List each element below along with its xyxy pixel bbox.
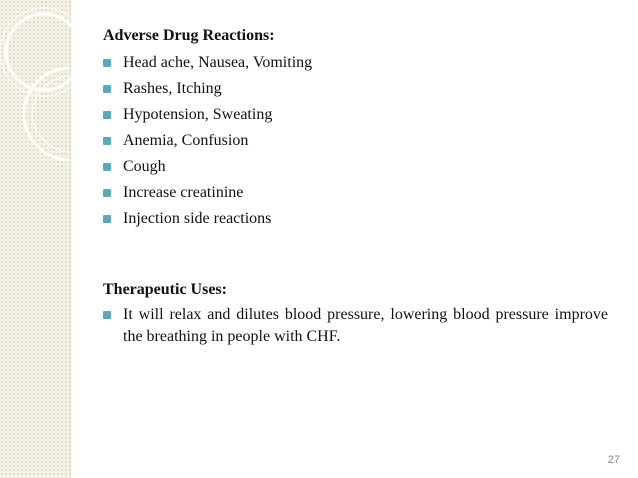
bullet-icon [103,215,111,223]
list-item [103,206,608,232]
slide-page-number: 27 [607,454,620,466]
bullet-icon [103,137,111,145]
list-item [103,128,608,154]
therapeutic-uses-heading: Therapeutic Uses: [103,281,227,298]
list-item-text: Head ache, Nausea, Vomiting [123,54,313,71]
list-item-text: Increase creatinine [123,184,244,201]
list-item-text: It will relax and dilutes blood pressure, lowering blood pressure improve the breathing in people with CHF. [123,306,608,345]
list-item-text: Rashes, Itching [123,80,222,97]
list-item [103,180,608,206]
slide-content [103,26,608,348]
list-item [103,154,608,180]
bullet-icon [103,85,111,93]
list-item [103,76,608,102]
list-item-text: Cough [123,158,166,175]
bullet-icon [103,163,111,171]
bullet-icon [103,311,111,319]
list-item [103,50,608,76]
list-item [103,304,608,348]
therapeutic-uses-list [103,304,608,348]
adverse-reactions-heading: Adverse Drug Reactions: [103,27,275,44]
adverse-reactions-list [103,50,608,232]
list-item [103,102,608,128]
list-item-text: Hypotension, Sweating [123,106,273,123]
bullet-icon [103,59,111,67]
list-item-text: Anemia, Confusion [123,132,249,149]
bullet-icon [103,189,111,197]
bullet-icon [103,111,111,119]
list-item-text: Injection side reactions [123,210,272,227]
